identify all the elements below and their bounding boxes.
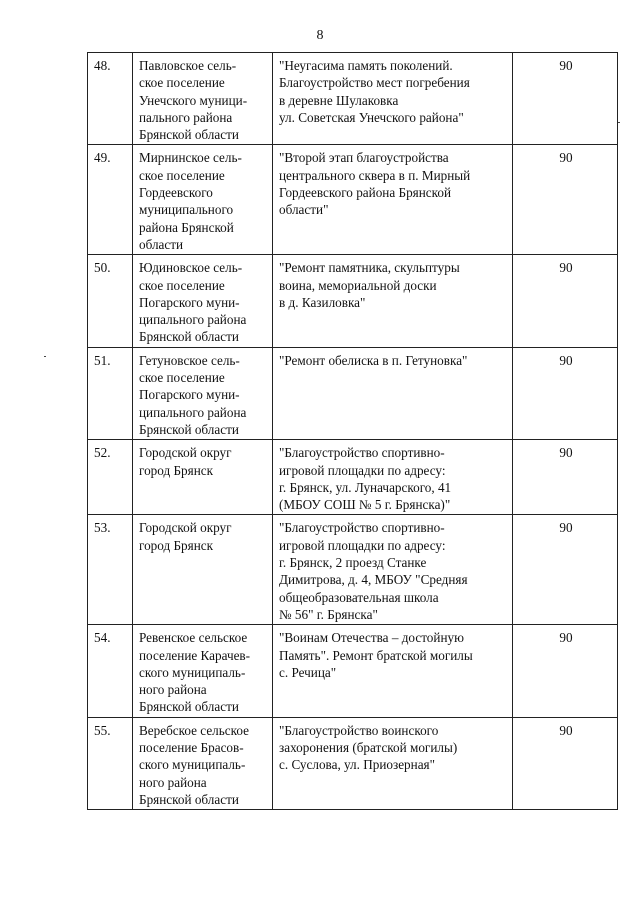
row-number: 51.: [88, 347, 133, 439]
row-number: 55.: [88, 717, 133, 809]
project-cell: "Благоустройство воинского захоронения (братской могилы) с. Суслова, ул. Приозерная": [273, 717, 513, 809]
amount-cell: 90: [513, 515, 618, 625]
row-number: 50.: [88, 255, 133, 347]
table-row: [88, 440, 618, 515]
amount-cell: 90: [513, 255, 618, 347]
row-number: 49.: [88, 145, 133, 255]
table-row: [88, 717, 618, 809]
municipality-cell: Мирнинское сель- ское поселение Гордеевского муниципального района Брянской области: [133, 145, 273, 255]
municipality-cell: Городской округ город Брянск: [133, 515, 273, 625]
municipality-cell: Ревенское сельское поселение Карачев- ского муниципаль- ного района Брянской области: [133, 625, 273, 717]
project-cell: "Второй этап благоустройства центрального сквера в п. Мирный Гордеевского района Брянской области": [273, 145, 513, 255]
municipality-cell: Гетуновское сель- ское поселение Погарского муни- ципального района Брянской области: [133, 347, 273, 439]
project-cell: "Ремонт памятника, скульптуры воина, мемориальной доски в д. Казиловка": [273, 255, 513, 347]
municipality-cell: Городской округ город Брянск: [133, 440, 273, 515]
amount-cell: 90: [513, 53, 618, 145]
table-row: [88, 515, 618, 625]
page-number: 8: [316, 28, 324, 43]
project-cell: "Благоустройство спортивно- игровой площадки по адресу: г. Брянск, 2 проезд Станке Димитрова, д. 4, МБОУ "Средняя общеобразовательная школа № 56" г. Брянска": [273, 515, 513, 625]
table-row: [88, 347, 618, 439]
municipality-cell: Веребское сельское поселение Брасов- ского муниципаль- ного района Брянской области: [133, 717, 273, 809]
amount-cell: 90: [513, 717, 618, 809]
row-number: 48.: [88, 53, 133, 145]
scan-mark: [618, 122, 620, 123]
amount-cell: 90: [513, 625, 618, 717]
row-number: 52.: [88, 440, 133, 515]
table-row: [88, 145, 618, 255]
project-cell: "Воинам Отечества – достойную Память". Ремонт братской могилы с. Речица": [273, 625, 513, 717]
amount-cell: 90: [513, 145, 618, 255]
project-cell: "Благоустройство спортивно- игровой площадки по адресу: г. Брянск, ул. Луначарского, 41 (МБОУ СОШ № 5 г. Брянска)": [273, 440, 513, 515]
municipality-cell: Юдиновское сель- ское поселение Погарского муни- ципального района Брянской области: [133, 255, 273, 347]
table-row: [88, 625, 618, 717]
amount-cell: 90: [513, 347, 618, 439]
scan-mark: [44, 356, 46, 357]
project-cell: "Неугасима память поколений. Благоустройство мест погребения в деревне Шулаковка ул. Советская Унечского района": [273, 53, 513, 145]
table-row: [88, 255, 618, 347]
table-row: [88, 53, 618, 145]
row-number: 54.: [88, 625, 133, 717]
amount-cell: 90: [513, 440, 618, 515]
project-cell: "Ремонт обелиска в п. Гетуновка": [273, 347, 513, 439]
projects-table: [87, 52, 618, 810]
row-number: 53.: [88, 515, 133, 625]
municipality-cell: Павловское сель- ское поселение Унечского муници- пального района Брянской области: [133, 53, 273, 145]
